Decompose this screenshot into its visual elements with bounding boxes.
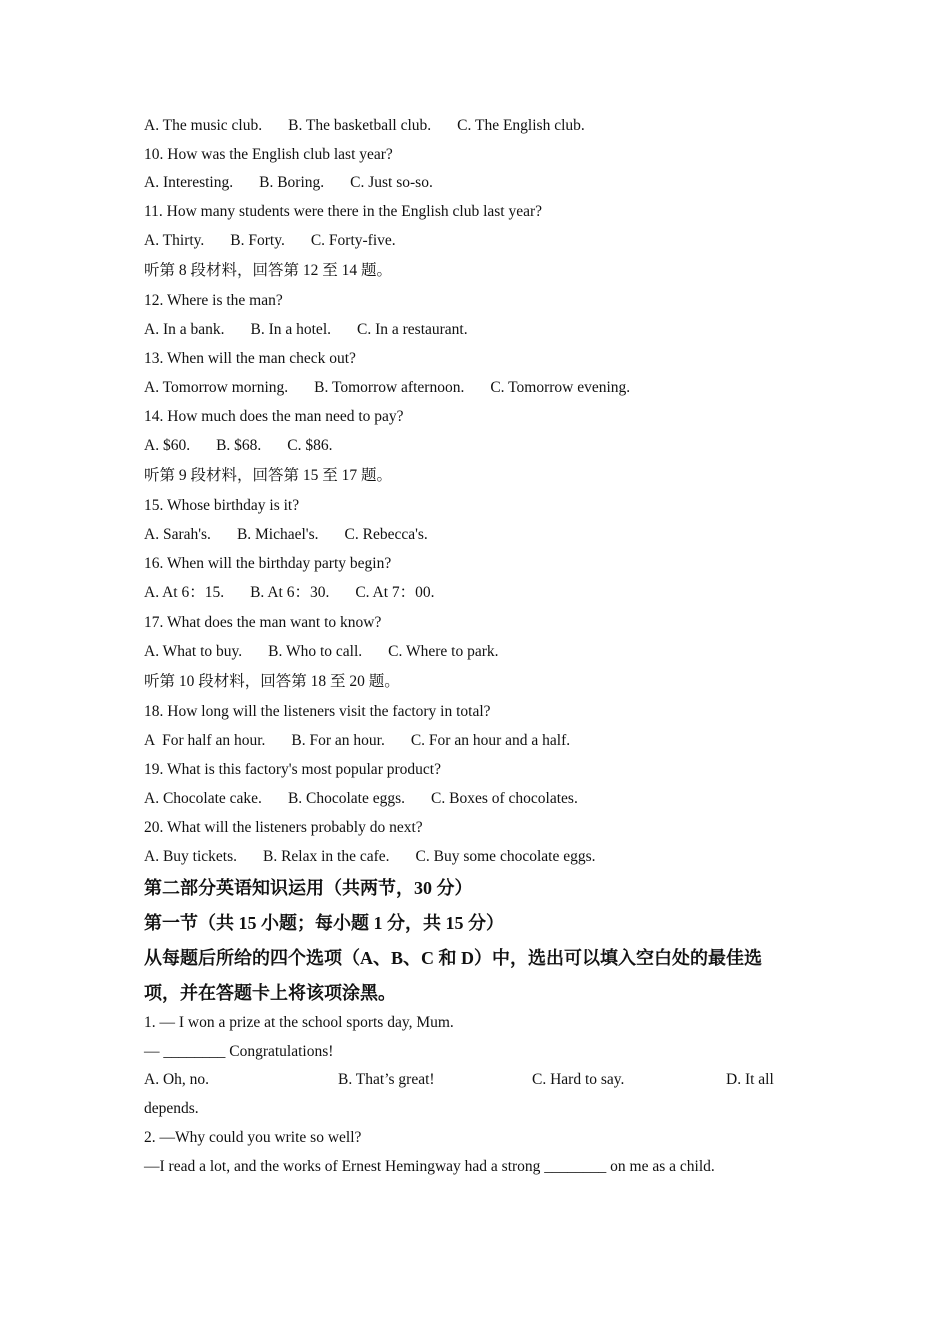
option-b: B. $68. [216, 437, 262, 454]
q20-stem: 20. What will the listeners probably do next? [144, 819, 423, 836]
q13-stem: 13. When will the man check out? [144, 350, 356, 367]
option-b: B. At 6：30. [250, 584, 330, 601]
section9-instruction: 听第 9 段材料，回答第 15 至 17 题。 [144, 467, 393, 484]
option-b: B. In a hotel. [250, 321, 331, 338]
section10-instruction: 听第 10 段材料，回答第 18 至 20 题。 [144, 673, 400, 690]
option-c: C. The English club. [457, 117, 585, 134]
option-c: C. Just so-so. [350, 174, 433, 191]
section8-instruction: 听第 8 段材料，回答第 12 至 14 题。 [144, 262, 393, 279]
option-b: B. For an hour. [291, 732, 385, 749]
q1-options [144, 1070, 784, 1090]
option-d: D. It all [726, 1071, 774, 1088]
option-b: B. Tomorrow afternoon. [314, 379, 465, 396]
instruction-line-2: 项，并在答题卡上将该项涂黑。 [144, 983, 396, 1003]
q1-option-d-wrap: depends. [144, 1100, 199, 1117]
section1-heading: 第一节（共 15 小题；每小题 1 分，共 15 分） [144, 913, 504, 933]
option-c: C. Where to park. [388, 643, 499, 660]
option-b: B. Forty. [230, 232, 285, 249]
q11-options [144, 231, 396, 251]
option-b: B. Who to call. [268, 643, 363, 660]
option-a: A. What to buy. [144, 643, 243, 660]
q14-options [144, 436, 333, 456]
q14-stem: 14. How much does the man need to pay? [144, 408, 404, 425]
q18-stem: 18. How long will the listeners visit the factory in total? [144, 703, 491, 720]
option-b: B. The basketball club. [288, 117, 432, 134]
q17-stem: 17. What does the man want to know? [144, 614, 382, 631]
q19-options [144, 789, 578, 809]
q2-response: —I read a lot, and the works of Ernest Hemingway had a strong ________ on me as a child. [144, 1158, 715, 1175]
q15-options [144, 525, 428, 545]
option-a: A. Sarah's. [144, 526, 211, 543]
option-b: B. Relax in the cafe. [263, 848, 390, 865]
q16-options [144, 583, 435, 603]
option-a: A. Buy tickets. [144, 848, 237, 865]
option-b: B. Boring. [259, 174, 325, 191]
option-b: B. Chocolate eggs. [287, 790, 406, 807]
option-a: A For half an hour. [144, 732, 266, 749]
q9-options [144, 116, 585, 136]
q10-stem: 10. How was the English club last year? [144, 146, 393, 163]
option-c: C. Buy some chocolate eggs. [415, 848, 596, 865]
part2-heading: 第二部分英语知识运用（共两节，30 分） [144, 878, 473, 898]
option-a: A. Oh, no. [144, 1071, 210, 1088]
option-c: C. Hard to say. [532, 1071, 625, 1088]
option-a: A. The music club. [144, 117, 263, 134]
q11-stem: 11. How many students were there in the English club last year? [144, 203, 543, 220]
option-a: A. Thirty. [144, 232, 205, 249]
option-b: B. That’s great! [338, 1071, 435, 1088]
option-c: C. In a restaurant. [357, 321, 468, 338]
q15-stem: 15. Whose birthday is it? [144, 497, 300, 514]
instruction-line-1: 从每题后所给的四个选项（A、B、C 和 D）中，选出可以填入空白处的最佳选 [144, 948, 762, 968]
option-a: A. Interesting. [144, 174, 234, 191]
option-c: C. At 7：00. [355, 584, 435, 601]
option-a: A. $60. [144, 437, 191, 454]
q20-options [144, 847, 596, 867]
option-a: A. In a bank. [144, 321, 225, 338]
option-c: C. For an hour and a half. [410, 732, 571, 749]
q18-options [144, 731, 570, 751]
q16-stem: 16. When will the birthday party begin? [144, 555, 392, 572]
option-c: C. Tomorrow evening. [490, 379, 631, 396]
option-a: A. Chocolate cake. [144, 790, 262, 807]
q12-options [144, 320, 468, 340]
option-a: A. Tomorrow morning. [144, 379, 289, 396]
q13-options [144, 378, 630, 398]
option-c: C. Forty-five. [310, 232, 396, 249]
option-b: B. Michael's. [236, 526, 319, 543]
option-a: A. At 6：15. [144, 584, 225, 601]
q1-stem: 1. — I won a prize at the school sports day, Mum. [144, 1014, 454, 1031]
q17-options [144, 642, 499, 662]
option-c: C. $86. [287, 437, 333, 454]
q2-stem: 2. —Why could you write so well? [144, 1129, 362, 1146]
q10-options [144, 173, 433, 193]
option-c: C. Rebecca's. [344, 526, 428, 543]
q1-response: — ________ Congratulations! [144, 1043, 334, 1060]
q19-stem: 19. What is this factory's most popular product? [144, 761, 441, 778]
option-c: C. Boxes of chocolates. [431, 790, 578, 807]
q12-stem: 12. Where is the man? [144, 292, 283, 309]
